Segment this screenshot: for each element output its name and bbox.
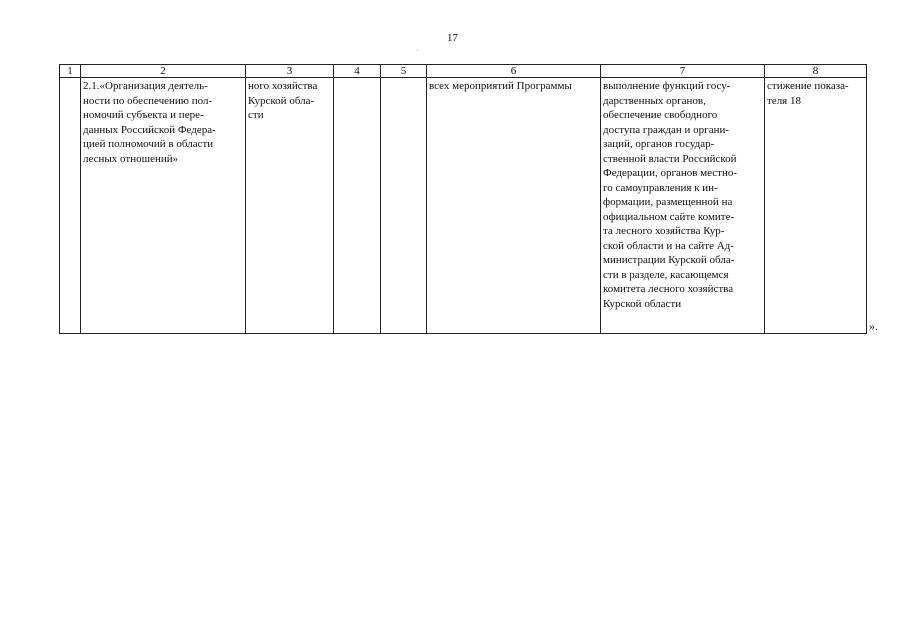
- cell-col-1: [60, 78, 81, 334]
- header-row: [60, 65, 867, 78]
- responsible-text: ного хозяйства Курской обла- сти: [248, 80, 318, 121]
- cell-indicator: [765, 78, 867, 334]
- col-header-8: 8: [765, 65, 867, 78]
- expected-result-text: выполнение функций госу- дарственных органов, обеспечение свободного доступа граждан и органи- заций, органов государ- ственной власти Российской Федерации, органов местно- го самоуправления к ин- формации, размещенной на официальном сайте комите- та лесного хозяйства Кур- ской области и на сайте Ад- министрации Курской обла- сти в разделе, касающемся комитета лесного хозяйства Курской области: [603, 80, 738, 310]
- cell-expected-result: [601, 78, 765, 334]
- program-table: [59, 64, 867, 334]
- activity-name-text: 2.1.«Организация деятель- ности по обеспечению пол- номочий субъекта и пере- данных Российской Федера- цией полномочий в области лесных отношений»: [83, 80, 216, 165]
- col-header-2: 2: [81, 65, 246, 78]
- col-header-1: 1: [60, 65, 81, 78]
- closing-quote-mark: ».: [869, 319, 878, 333]
- cell-responsible: [246, 78, 334, 334]
- cell-col-4: [334, 78, 381, 334]
- col-header-3: 3: [246, 65, 334, 78]
- page-number: 17: [447, 32, 458, 44]
- indicator-text: стижение показа- теля 18: [767, 80, 849, 107]
- col-header-7: 7: [601, 65, 765, 78]
- scan-dot: ·: [416, 46, 419, 55]
- col-header-6: 6: [427, 65, 601, 78]
- cell-measures: [427, 78, 601, 334]
- col-header-4: 4: [334, 65, 381, 78]
- cell-col-5: [381, 78, 427, 334]
- table-row: [60, 78, 867, 334]
- col-header-5: 5: [381, 65, 427, 78]
- cell-activity-name: [81, 78, 246, 334]
- measures-text: всех мероприятий Программы: [429, 80, 572, 92]
